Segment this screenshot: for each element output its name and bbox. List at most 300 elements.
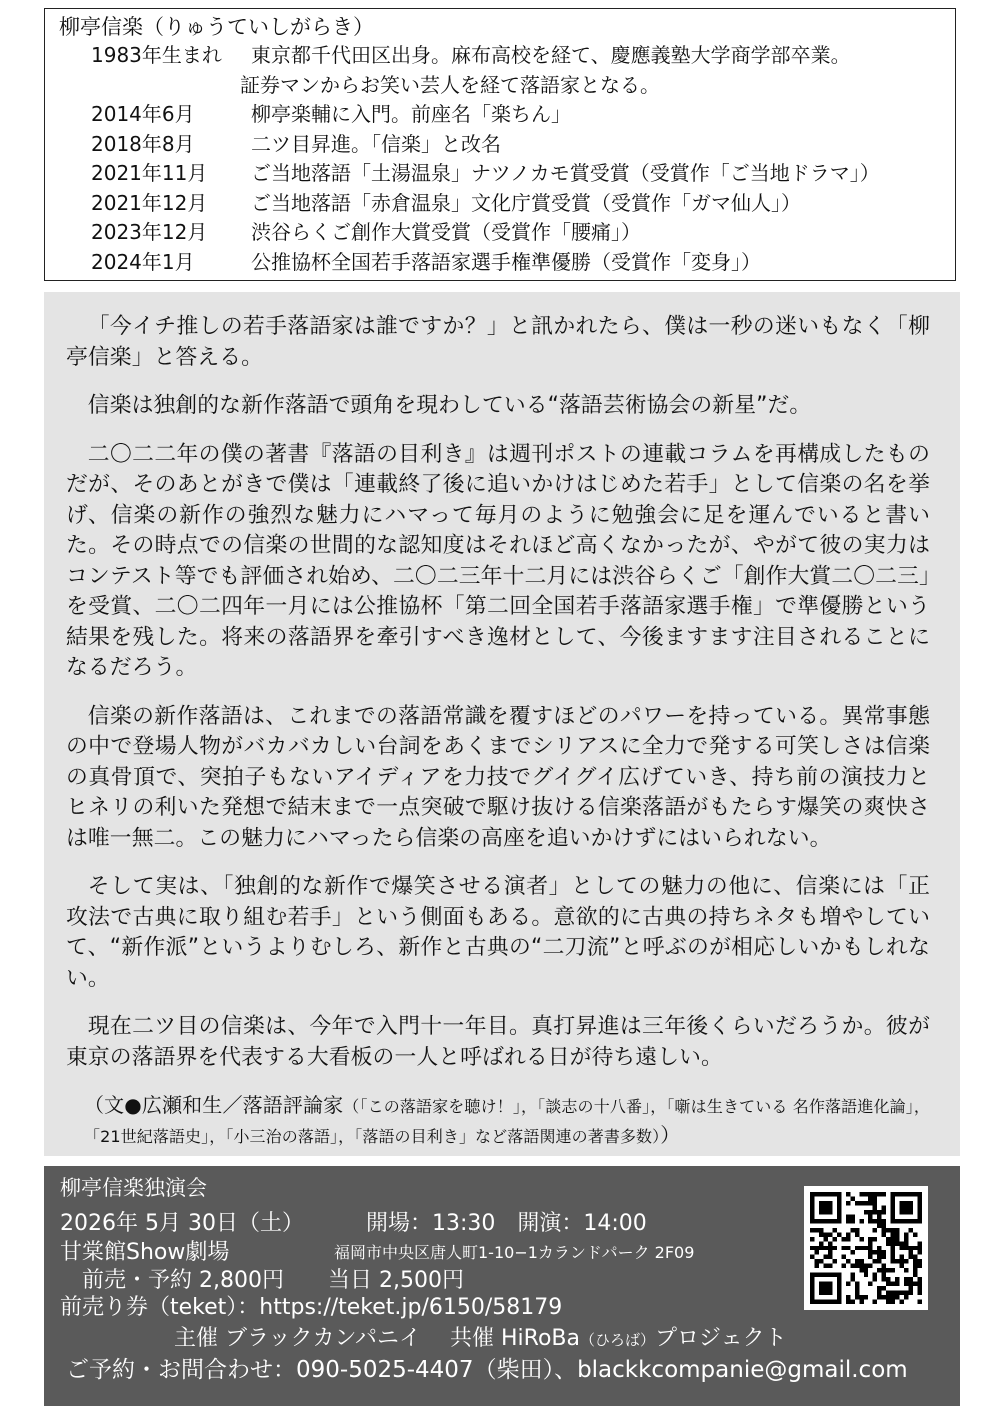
qr-module [868,1241,872,1245]
qr-module [918,1300,922,1304]
qr-module [886,1237,890,1241]
qr-module [819,1291,823,1295]
qr-module [918,1264,922,1268]
qr-module [868,1196,872,1200]
qr-module [828,1201,832,1205]
qr-module [904,1268,908,1272]
qr-module [882,1205,886,1209]
qr-module [855,1291,859,1295]
profile-row [59,189,955,219]
qr-module [882,1210,886,1214]
qr-module [868,1201,872,1205]
qr-module [868,1250,872,1254]
qr-module [810,1201,814,1205]
qr-module [814,1264,818,1268]
qr-module [810,1277,814,1281]
qr-module [918,1210,922,1214]
qr-module [913,1268,917,1272]
qr-module [810,1192,814,1196]
qr-module [891,1259,895,1263]
essay-paragraph: 二〇二二年の僕の著書『落語の目利き』は週刊ポストの連載コラムを再構成したものだが、そのあとがきで僕は「連載終了後に追いかけはじめた若手」として信楽の名を挙げ、信楽の新作の強烈な魅力にハマって毎月のように勉強会に足を運んでいると書いた。その時点での信楽の世間的な認知度はそれほど高くなかったが、やがて彼の実力はコンテスト等でも評価され始め、二〇二三年十二月には渋谷らくご「創作大賞二〇二三」を受賞、二〇二四年一月には公推協杯「第二回全国若手落語家選手権」で準優勝という結果を残した。将来の落語界を牽引すべき逸材として、今後ますます注目されることになるだろう。 [66,441,930,680]
qr-module [823,1210,827,1214]
profile-row [59,130,955,160]
profile-text: 渋谷らくご創作大賞受賞（受賞作「腰痛」） [251,220,641,244]
qr-module [882,1286,886,1290]
qr-module [882,1223,886,1227]
qr-module [828,1300,832,1304]
qr-module [882,1255,886,1259]
qr-module [895,1219,899,1223]
qr-module [913,1259,917,1263]
qr-module [886,1241,890,1245]
qr-module [819,1205,823,1209]
essay-paragraph: 信楽の新作落語は、これまでの落語常識を覆すほどのパワーを持っている。異常事態の中で登場人物がバカバカしい台詞をあくまでシリアスに全力で発する可笑しさは信楽の真骨頂で、突拍子もないアイディアを力技でグイグイ広げていき、持ち前の演技力とヒネリの利いた発想で結末まで一点突破で駆け抜ける信楽落語がもたらす爆笑の爽快さは唯一無二。この魅力にハマったら信楽の高座を追いかけずにはいられない。 [66,703,930,851]
qr-module [832,1228,836,1232]
qr-module [913,1255,917,1259]
qr-module [873,1228,877,1232]
qr-module [837,1210,841,1214]
qr-module [909,1205,913,1209]
qr-module [868,1264,872,1268]
qr-module [913,1273,917,1277]
qr-module [819,1228,823,1232]
qr-module [837,1277,841,1281]
qr-module [832,1259,836,1263]
qr-module [891,1295,895,1299]
qr-module [909,1210,913,1214]
ticket-link[interactable]: 前売り券（teket）：https://teket.jp/6150/58179 [60,1295,563,1320]
profile-text: 二ツ目昇進。「信楽」と改名 [251,131,501,156]
event-times: 開場：13:30 開演：14:00 [366,1211,647,1236]
qr-module [832,1246,836,1250]
profile-text: 公推協杯全国若手落語家選手権準優勝（受賞作「変身」） [251,249,761,274]
qr-module [877,1219,881,1223]
qr-module [823,1282,827,1286]
profile-date: 2014年6月 [91,102,195,126]
qr-module [846,1295,850,1299]
qr-module [837,1192,841,1196]
qr-module [823,1232,827,1236]
qr-module [837,1282,841,1286]
profile-date: 2021年11月 [91,161,208,185]
qr-module [846,1246,850,1250]
qr-module [913,1246,917,1250]
qr-module [904,1246,908,1250]
qr-module [846,1300,850,1304]
qr-module [877,1192,881,1196]
qr-module [904,1291,908,1295]
qr-module [900,1241,904,1245]
qr-module [823,1273,827,1277]
qr-module [855,1201,859,1205]
qr-module [810,1196,814,1200]
qr-module [855,1259,859,1263]
qr-module [864,1268,868,1272]
qr-module [886,1300,890,1304]
qr-module [819,1201,823,1205]
qr-module [895,1237,899,1241]
qr-module [877,1255,881,1259]
qr-module [891,1300,895,1304]
qr-module [814,1250,818,1254]
qr-module [850,1264,854,1268]
qr-module [846,1259,850,1263]
qr-module [810,1255,814,1259]
profile-row [59,159,955,189]
qr-module [904,1237,908,1241]
qr-module [855,1228,859,1232]
qr-module [904,1201,908,1205]
qr-module [904,1277,908,1281]
qr-module [846,1219,850,1223]
qr-module [810,1246,814,1250]
qr-module [855,1246,859,1250]
qr-module [819,1273,823,1277]
qr-module [846,1232,850,1236]
qr-module [918,1282,922,1286]
qr-module [900,1291,904,1295]
qr-module [859,1192,863,1196]
qr-module [873,1237,877,1241]
qr-module [882,1232,886,1236]
qr-module [859,1295,863,1299]
qr-module [882,1192,886,1196]
qr-module [891,1268,895,1272]
profile-text: 柳亭楽輔に入門。前座名「楽ちん」 [251,102,571,126]
qr-module [886,1282,890,1286]
qr-module [810,1219,814,1223]
qr-module [837,1295,841,1299]
qr-module [819,1282,823,1286]
qr-module [850,1300,854,1304]
qr-module [909,1219,913,1223]
qr-module [882,1264,886,1268]
qr-module [891,1192,895,1196]
qr-module [877,1214,881,1218]
qr-module [819,1232,823,1236]
qr-module [882,1268,886,1272]
essay-paragraph: 現在二ツ目の信楽は、今年で入門十一年目。真打昇進は三年後くらいだろうか。彼が東京の落語界を代表する大看板の一人と呼ばれる日が待ち遠しい。 [66,1014,930,1070]
qr-module [909,1228,913,1232]
qr-module [913,1282,917,1286]
qr-module [819,1210,823,1214]
qr-module [877,1291,881,1295]
qr-module [828,1246,832,1250]
qr-module [886,1228,890,1232]
qr-module [819,1300,823,1304]
performer-name: 柳亭信楽（りゅうていしがらき） [59,15,374,39]
qr-module [828,1264,832,1268]
essay-panel [44,292,960,1156]
qr-module [823,1291,827,1295]
qr-module [900,1255,904,1259]
qr-module [900,1205,904,1209]
qr-module [900,1300,904,1304]
qr-module [828,1192,832,1196]
qr-module [918,1214,922,1218]
event-price: 前売・予約 2,800円 当日 2,500円 [82,1268,464,1293]
event-venue: 甘棠館Show劇場 [60,1240,230,1265]
qr-module [909,1277,913,1281]
qr-module [819,1259,823,1263]
qr-module [873,1205,877,1209]
qr-module [846,1214,850,1218]
qr-module [895,1295,899,1299]
qr-module [895,1241,899,1245]
qr-module [913,1232,917,1236]
qr-code-graphic [810,1192,922,1304]
qr-module [810,1295,814,1299]
event-info-panel [44,1166,960,1406]
qr-module [873,1273,877,1277]
qr-module [859,1300,863,1304]
qr-module [868,1219,872,1223]
qr-module [810,1205,814,1209]
qr-code-icon[interactable] [804,1186,928,1310]
qr-module [810,1237,814,1241]
qr-module [895,1232,899,1236]
qr-module [891,1232,895,1236]
qr-module [841,1255,845,1259]
qr-module [832,1237,836,1241]
qr-module [810,1291,814,1295]
qr-module [904,1295,908,1299]
qr-module [868,1192,872,1196]
qr-module [904,1219,908,1223]
qr-module [814,1192,818,1196]
qr-module [823,1286,827,1290]
qr-module [810,1214,814,1218]
qr-module [837,1201,841,1205]
qr-module [900,1264,904,1268]
qr-module [904,1259,908,1263]
qr-module [828,1232,832,1236]
qr-module [828,1219,832,1223]
qr-module [918,1219,922,1223]
qr-module [850,1196,854,1200]
qr-module [810,1286,814,1290]
qr-module [814,1228,818,1232]
qr-module [904,1192,908,1196]
qr-module [891,1214,895,1218]
qr-module [850,1214,854,1218]
essay-paragraph: 「今イチ推しの若手落語家は誰ですか？」と訊かれたら、僕は一秒の迷いもなく「柳亭信楽」と答える。 [66,314,930,370]
qr-module [877,1246,881,1250]
sponsor-main: 主催 ブラックカンパニイ 共催 HiRoBa [174,1326,580,1351]
qr-module [859,1259,863,1263]
qr-module [819,1219,823,1223]
profile-date: 2018年8月 [91,131,195,156]
qr-module [868,1282,872,1286]
qr-module [850,1228,854,1232]
qr-module [841,1237,845,1241]
qr-module [909,1246,913,1250]
qr-module [918,1241,922,1245]
essay-paragraph: そして実は、「独創的な新作で爆笑させる演者」としての魅力の他に、信楽には「正攻法で古典に取り組む若手」という側面もある。意欲的に古典の持ちネタも増やしていて、“新作派”というよりむしろ、新作と古典の“二刀流”と呼ぶのが相応しいかもしれない。 [66,874,930,991]
qr-module [891,1196,895,1200]
qr-module [864,1264,868,1268]
profile-text: ご当地落語「赤倉温泉」文化庁賞受賞（受賞作「ガマ仙人」） [251,190,801,215]
qr-module [823,1192,827,1196]
qr-module [918,1192,922,1196]
qr-module [837,1300,841,1304]
qr-module [868,1255,872,1259]
qr-module [895,1259,899,1263]
qr-module [868,1210,872,1214]
qr-module [837,1214,841,1218]
qr-module [819,1241,823,1245]
qr-module [828,1255,832,1259]
qr-module [855,1286,859,1290]
qr-module [877,1268,881,1272]
qr-module [846,1282,850,1286]
qr-module [846,1192,850,1196]
qr-module [823,1205,827,1209]
qr-module [859,1219,863,1223]
qr-module [810,1228,814,1232]
qr-module [877,1295,881,1299]
qr-module [864,1201,868,1205]
qr-module [823,1300,827,1304]
qr-module [877,1210,881,1214]
profile-row [59,71,955,101]
qr-module [909,1291,913,1295]
qr-module [828,1273,832,1277]
qr-module [828,1250,832,1254]
qr-module [891,1241,895,1245]
qr-module [882,1277,886,1281]
qr-module [904,1205,908,1209]
qr-module [828,1241,832,1245]
qr-module [846,1201,850,1205]
qr-module [855,1264,859,1268]
qr-module [882,1228,886,1232]
qr-module [873,1201,877,1205]
qr-module [900,1210,904,1214]
qr-module [873,1300,877,1304]
qr-module [841,1246,845,1250]
qr-module [918,1205,922,1209]
qr-module [891,1205,895,1209]
qr-module [877,1250,881,1254]
qr-module [882,1219,886,1223]
qr-module [846,1237,850,1241]
qr-module [877,1286,881,1290]
qr-module [891,1246,895,1250]
qr-module [828,1291,832,1295]
profile-row [59,41,955,71]
qr-module [895,1291,899,1295]
qr-module [823,1264,827,1268]
qr-module [913,1192,917,1196]
qr-module [814,1219,818,1223]
event-contact: ご予約・お問合わせ：090-5025-4407（柴田）、blackkcompanie@gmail.com [66,1357,908,1383]
qr-module [909,1282,913,1286]
qr-module [823,1237,827,1241]
qr-module [814,1259,818,1263]
qr-module [828,1286,832,1290]
qr-module [904,1210,908,1214]
qr-module [918,1277,922,1281]
qr-module [918,1201,922,1205]
profile-row [59,100,955,130]
author-credit [66,1091,930,1151]
qr-module [859,1201,863,1205]
qr-module [918,1250,922,1254]
qr-module [873,1277,877,1281]
qr-module [891,1282,895,1286]
qr-module [900,1259,904,1263]
qr-module [895,1228,899,1232]
qr-module [855,1295,859,1299]
qr-module [873,1196,877,1200]
qr-module [850,1273,854,1277]
qr-module [900,1219,904,1223]
qr-module [882,1295,886,1299]
qr-module [873,1210,877,1214]
qr-module [810,1300,814,1304]
qr-module [909,1201,913,1205]
qr-module [832,1273,836,1277]
qr-module [904,1282,908,1286]
qr-module [891,1255,895,1259]
qr-module [823,1246,827,1250]
qr-module [837,1219,841,1223]
qr-module [859,1237,863,1241]
qr-module [891,1250,895,1254]
profile-box [44,8,956,281]
profile-text: 東京都千代田区出身。麻布高校を経て、慶應義塾大学商学部卒業。 [251,43,851,67]
sponsor-reading: （ひろば） [580,1331,656,1349]
qr-module [828,1205,832,1209]
qr-module [859,1264,863,1268]
profile-date: 2021年12月 [91,190,208,215]
qr-module [810,1210,814,1214]
event-title: 柳亭信楽独演会 [60,1176,207,1200]
profile-text: 証券マンからお笑い芸人を経て落語家となる。 [240,72,660,97]
qr-module [873,1259,877,1263]
qr-module [895,1277,899,1281]
qr-module [837,1196,841,1200]
qr-module [877,1259,881,1263]
qr-module [850,1250,854,1254]
qr-module [918,1286,922,1290]
qr-module [891,1201,895,1205]
qr-module [832,1219,836,1223]
qr-module [877,1223,881,1227]
qr-module [855,1282,859,1286]
qr-module [886,1268,890,1272]
credit-close: ） [660,1123,681,1147]
profile-date: 1983年生まれ [91,43,222,67]
qr-module [864,1273,868,1277]
qr-module [819,1192,823,1196]
qr-module [909,1286,913,1290]
qr-module [810,1282,814,1286]
qr-module [873,1219,877,1223]
profile-text: ご当地落語「土湯温泉」ナツノカモ賞受賞（受賞作「ご当地ドラマ」） [251,161,880,185]
qr-module [841,1264,845,1268]
qr-module [895,1282,899,1286]
qr-module [850,1219,854,1223]
qr-module [828,1282,832,1286]
qr-module [855,1232,859,1236]
sponsor-tail: プロジェクト [655,1326,787,1351]
qr-module [900,1246,904,1250]
profile-date: 2023年12月 [91,220,208,244]
qr-module [864,1295,868,1299]
qr-module [918,1259,922,1263]
